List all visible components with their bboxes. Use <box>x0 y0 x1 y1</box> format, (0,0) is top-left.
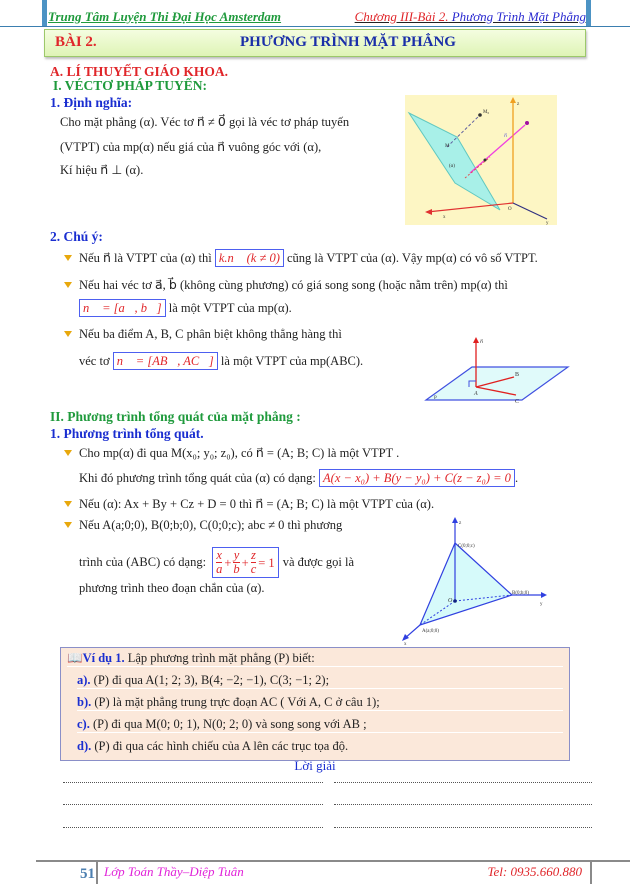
example-item-d <box>77 739 348 754</box>
note-3-pre: véc tơ <box>79 354 110 368</box>
note-heading: 2. Chú ý: <box>50 229 103 244</box>
footer-phone: Tel: 0935.660.880 <box>487 864 582 879</box>
general-3-pre: trình của (ABC) có dạng: <box>79 555 207 569</box>
note-3-formula-box: n⃗ = [AB⃗, AC⃗] <box>113 352 218 370</box>
note-bullet-1 <box>64 249 538 267</box>
example-item-c <box>77 717 563 733</box>
section-i-heading: I. VÉCTƠ PHÁP TUYẾN: <box>53 78 208 93</box>
footer-separator-left <box>96 862 98 884</box>
example-box <box>60 647 570 761</box>
m0-label: M₀ <box>483 110 490 115</box>
c-label: C(0;0;c) <box>458 544 475 549</box>
y-label: y <box>540 602 543 607</box>
example-item-a <box>77 673 563 689</box>
general-bullet-2 <box>64 496 434 512</box>
general-bullet-3 <box>64 518 342 533</box>
item-tag: a). <box>77 673 91 687</box>
m-label: M <box>445 144 450 149</box>
lesson-title-box <box>44 29 586 57</box>
note-3-line-1: Nếu ba điểm A, B, C phân biệt không thẳng hàng thì <box>79 327 342 341</box>
header-bar-left <box>42 0 47 26</box>
general-bullet-1 <box>64 445 399 461</box>
n-vector-label: n⃗ <box>504 134 508 139</box>
m-point <box>484 159 487 162</box>
note-bullet-3 <box>64 327 342 342</box>
fraction-denominator: c <box>250 562 257 576</box>
header-rule <box>0 26 630 27</box>
z-label: z <box>459 521 462 526</box>
bullet-icon <box>64 281 72 289</box>
general-bullet-3-cont <box>79 547 354 578</box>
fraction-numerator: x <box>216 548 222 562</box>
note-bullet-2 <box>64 277 508 293</box>
note-2-formula-box: n⃗ = [a⃗, b⃗] <box>79 299 166 317</box>
fraction-numerator: z <box>251 548 256 562</box>
origin-label: O <box>508 207 512 212</box>
bullet-icon <box>64 254 72 262</box>
plane-abc-figure <box>420 333 580 405</box>
general-equation-box: A(x − x₀) + B(y − y₀) + C(z − z₀) = 0 <box>319 469 515 487</box>
note-bullet-2-cont <box>79 299 292 317</box>
header-chapter-label: Chương III-Bài 2. <box>354 9 449 24</box>
header-center-name: Trung Tâm Luyện Thi Đại Học Amsterdam <box>48 9 282 24</box>
item-tag: d). <box>77 739 92 753</box>
bullet-icon <box>64 330 72 338</box>
fraction-denominator: a <box>216 562 223 576</box>
b-label: B(0;b;0) <box>512 591 529 596</box>
y-axis-arrow <box>541 592 547 598</box>
header-topic: Phương Trình Mặt Phẳng <box>448 9 586 24</box>
item-tag: b). <box>77 695 92 709</box>
item-text: (P) đi qua các hình chiếu của A lên các trục tọa độ. <box>94 739 349 753</box>
general-1-line-1: Cho mp(α) đi qua M(x₀; y₀; z₀), có n⃗ = (A; B; C) là một VTPT . <box>79 446 400 460</box>
y-axis-label: y <box>546 221 549 225</box>
b-label: B <box>515 372 520 378</box>
example-label: Ví dụ 1. <box>82 651 125 665</box>
a-label: A(a;0;0) <box>422 629 439 634</box>
item-text: (P) là mặt phẳng trung trực đoạn AC ( Với A, C ở câu 1); <box>94 695 380 709</box>
definition-line-2: (VTPT) của mp(α) nếu giá của n⃗ vuông góc với (α), <box>60 140 322 154</box>
bullet-icon <box>64 449 72 457</box>
definition-heading: 1. Định nghĩa: <box>50 95 133 110</box>
answer-line[interactable] <box>63 804 323 805</box>
answer-line[interactable] <box>63 782 323 783</box>
a-label: A <box>474 391 478 397</box>
answer-line[interactable] <box>63 827 323 828</box>
plus-sign: + <box>224 555 232 570</box>
normal-vector-arrow <box>473 337 479 343</box>
intercept-figure <box>400 515 570 645</box>
general-3-line-1: Nếu A(a;0;0), B(0;b;0), C(0;0;c); abc ≠ 0 thì phương <box>79 518 343 532</box>
note-2-line-1: Nếu hai véc tơ a⃗, b⃗ (không cùng phương) có giá song song (hoặc nằm trên) mp(α) thì <box>79 278 508 292</box>
fraction-x-over-a <box>216 549 222 576</box>
answer-line[interactable] <box>334 804 592 805</box>
lesson-number: BÀI 2. <box>55 34 97 50</box>
general-2-text: Nếu (α): Ax + By + Cz + D = 0 thì n⃗ = (A; B; C) là một VTPT của (α). <box>79 497 435 511</box>
z-axis-arrow <box>452 517 458 523</box>
fraction-denominator: b <box>233 562 240 576</box>
general-equation-heading: 1. Phương trình tổng quát. <box>50 426 204 441</box>
fraction-y-over-b <box>233 549 239 576</box>
normal-vector-figure <box>405 95 557 225</box>
x-label: x <box>404 642 407 645</box>
example-intro: Lập phương trình mặt phẳng (P) biết: <box>127 651 315 665</box>
bullet-icon <box>64 521 72 529</box>
note-3-post: là một VTPT của mp(ABC). <box>220 354 364 368</box>
note-1-pre: Nếu n⃗ là VTPT của (α) thì <box>79 251 212 265</box>
general-1-pre: Khi đó phương trình tổng quát của (α) có dạng: <box>79 471 316 485</box>
m0-point <box>478 113 482 117</box>
x-axis-label: x <box>443 215 446 220</box>
note-2-post: là một VTPT của mp(α). <box>168 301 292 315</box>
definition-line-1: Cho mặt phẳng (α). Véc tơ n⃗ ≠ 0⃗ gọi là véc tơ pháp tuyến <box>60 115 350 129</box>
n-label: n⃗ <box>480 340 484 345</box>
fraction-z-over-c <box>251 549 257 576</box>
footer-rule <box>36 860 630 862</box>
item-tag: c). <box>77 717 90 731</box>
section-a-heading: A. LÍ THUYẾT GIÁO KHOA. <box>50 64 229 79</box>
p-label: P <box>434 396 437 401</box>
origin-point <box>453 599 457 603</box>
note-1-formula-box: k.n⃗ (k ≠ 0) <box>215 249 284 267</box>
general-bullet-1-cont <box>79 469 518 487</box>
note-bullet-3-cont <box>79 352 363 370</box>
header-chapter <box>355 9 586 25</box>
triangle-abc <box>420 543 512 625</box>
item-text: (P) đi qua A(1; 2; 3), B(4; −2; −1), C(3; −1; 2); <box>93 673 330 687</box>
alpha-label: (α) <box>449 164 455 169</box>
footer-teacher: Lớp Toán Thầy–Diệp Tuân <box>104 864 244 879</box>
general-1-post: . <box>514 471 519 485</box>
example-item-b <box>77 695 563 711</box>
fraction-numerator: y <box>233 548 240 562</box>
footer-separator-right <box>590 862 592 884</box>
answer-line[interactable] <box>334 782 592 783</box>
header-bar-right <box>586 0 591 26</box>
general-3-line-3: phương trình theo đoạn chắn của (α). <box>79 581 265 595</box>
answer-line[interactable] <box>334 827 592 828</box>
origin-label: O <box>448 598 453 604</box>
plane-p <box>426 367 568 400</box>
general-3-post: và được gọi là <box>282 555 355 569</box>
bullet-icon <box>64 500 72 508</box>
lesson-title: PHƯƠNG TRÌNH MẶT PHẲNG <box>240 34 456 50</box>
item-text: (P) đi qua M(0; 0; 1), N(0; 2; 0) và song song với AB ; <box>92 717 367 731</box>
note-1-post: cũng là VTPT của (α). Vậy mp(α) có vô số VTPT. <box>287 251 538 265</box>
intercept-equation-box <box>212 547 279 578</box>
example-intro-row <box>67 651 563 667</box>
solution-title: Lời giải <box>294 758 336 773</box>
equation-rhs: = 1 <box>258 555 275 570</box>
section-ii-heading: II. Phương trình tổng quát của mặt phẳng : <box>50 409 301 424</box>
definition-line-3: Kí hiệu n⃗ ⊥ (α). <box>60 163 144 177</box>
c-label: C <box>515 399 520 405</box>
plus-sign: + <box>241 555 249 570</box>
page-number: 51 <box>80 866 95 882</box>
book-icon: 📖 <box>67 651 83 665</box>
z-axis-label: z <box>517 102 520 107</box>
normal-vector-head <box>525 121 529 125</box>
